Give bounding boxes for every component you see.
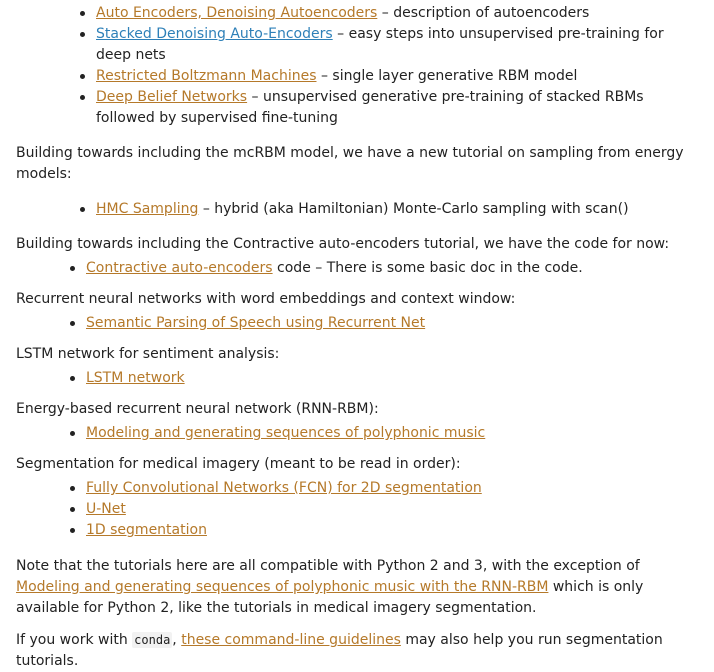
cae-intro: Building towards including the Contractive auto-encoders tutorial, we have the code for now: [16,236,670,252]
list-item: Restricted Boltzmann Machines – single layer generative RBM model [96,66,694,87]
hmc-sampling-link[interactable]: HMC Sampling [96,201,199,217]
command-line-guidelines-link[interactable]: these command-line guidelines [181,632,401,648]
list-item: Stacked Denoising Auto-Encoders – easy steps into unsupervised pre-training for deep nets [96,24,694,66]
lstm-network-link[interactable]: LSTM network [86,370,185,386]
list-item [86,520,482,541]
rnn-rbm-link[interactable]: Modeling and generating sequences of polyphonic music with the RNN-RBM [16,579,549,595]
compatibility-note: Note that the tutorials here are all compatible with Python 2 and 3, with the exception of Modeling and generating sequences of polyphonic music with the RNN-RBM which is only available for Python 2, like the tutorials in medical imagery segmentation. [16,558,644,616]
segmentation-list [86,478,482,541]
list-item: HMC Sampling – hybrid (aka Hamiltonian) Monte-Carlo sampling with scan() [96,199,629,220]
rnn-list [86,313,425,334]
rnn-intro: Recurrent neural networks with word embeddings and context window: [16,291,516,307]
segmentation-intro: Segmentation for medical imagery (meant to be read in order): [16,456,461,472]
list-item [86,313,425,334]
list-item [86,423,485,444]
cae-list [86,258,583,279]
tutorial-link[interactable]: Restricted Boltzmann Machines [96,68,317,84]
lstm-list [86,368,185,389]
unet-link[interactable]: U-Net [86,501,126,517]
rnnrbm-list [86,423,485,444]
conda-note: If you work with conda , these command-line guidelines may also help you run segmentation tutorials. [16,632,663,669]
tutorial-link[interactable]: Stacked Denoising Auto-Encoders [96,26,333,42]
lstm-intro: LSTM network for sentiment analysis: [16,346,280,362]
top-tutorial-list [96,3,694,129]
list-item: Deep Belief Networks – unsupervised generative pre-training of stacked RBMs followed by supervised fine-tuning [96,87,694,129]
tutorial-link[interactable]: Auto Encoders, Denoising Autoencoders [96,5,378,21]
contractive-ae-link[interactable]: Contractive auto-encoders [86,260,273,276]
conda-code: conda [134,633,171,647]
rnnrbm-intro: Energy-based recurrent neural network (RNN-RBM): [16,401,379,417]
fcn-link[interactable]: Fully Convolutional Networks (FCN) for 2D segmentation [86,480,482,496]
list-item [86,499,482,520]
semantic-parsing-link[interactable]: Semantic Parsing of Speech using Recurrent Net [86,315,426,331]
tutorial-link[interactable]: Deep Belief Networks [96,89,248,105]
mcrbm-list [96,199,629,220]
1d-segmentation-link[interactable]: 1D segmentation [86,522,207,538]
list-item [86,368,185,389]
polyphonic-music-link[interactable]: Modeling and generating sequences of polyphonic music [86,425,486,441]
list-item: Auto Encoders, Denoising Autoencoders – description of autoencoders [96,3,694,24]
list-item: Contractive auto-encoders code – There is some basic doc in the code. [86,258,583,279]
list-item [86,478,482,499]
mcrbm-intro: Building towards including the mcRBM model, we have a new tutorial on sampling from energy models: [16,145,684,182]
